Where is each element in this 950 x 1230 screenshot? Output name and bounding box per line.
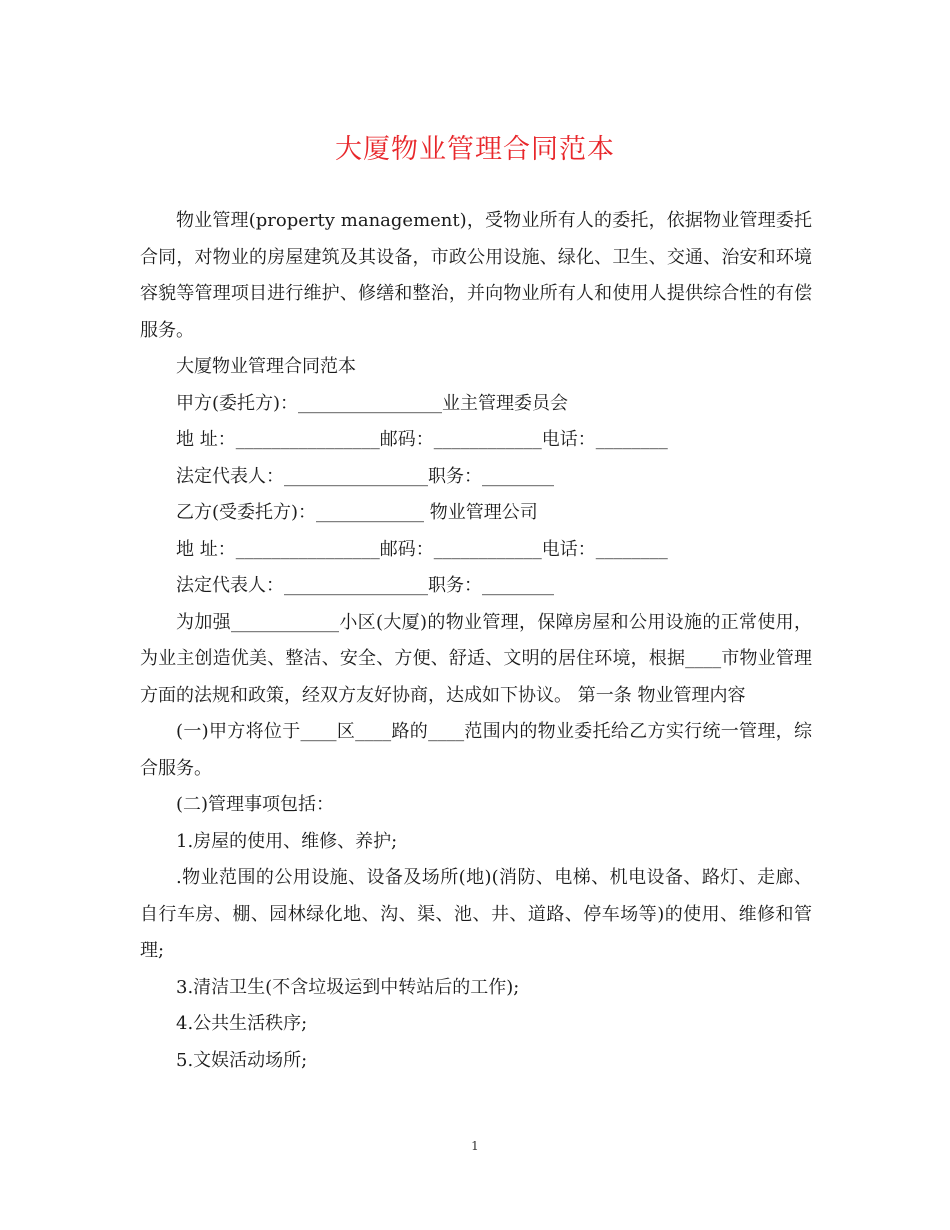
list-item-3: 3.清洁卫生(不含垃圾运到中转站后的工作); (176, 976, 520, 998)
paragraph-clause-2: (二)管理事项包括： (176, 794, 335, 815)
document-body (140, 203, 812, 1079)
paragraph-party-b: 乙方(受委托方)：____________ 物业管理公司 (176, 502, 538, 523)
list-item-1: 1.房屋的使用、维修、养护; (176, 830, 398, 852)
page-number: 1 (471, 1139, 479, 1153)
paragraph-intro: 物业管理(property management)，受物业所有人的委托，依据物业管理委托合同，对物业的房屋建筑及其设备，市政公用设施、绿化、卫生、交通、治安和环境容貌等管理项目进行维护、修缮和整治，并向物业所有人和使用人提供综合性的有偿服务。 (140, 210, 812, 341)
paragraph-party-b-representative: 法定代表人：________________职务：________ (176, 575, 554, 596)
paragraph-party-b-address: 地 址：________________邮码：____________电话：________ (176, 538, 668, 560)
paragraph-clause-1: (一)甲方将位于____区____路的____范围内的物业委托给乙方实行统一管理，综合服务。 (140, 721, 812, 779)
paragraph-purpose: 为加强____________小区(大厦)的物业管理，保障房屋和公用设施的正常使用，为业主创造优美、整洁、安全、方便、舒适、文明的居住环境，根据____市物业管理方面的法规和政策，经双方友好协商，达成如下协议。 第一条 物业管理内容 (140, 611, 812, 706)
list-item-5: 5.文娱活动场所; (176, 1049, 308, 1071)
document-title: 大厦物业管理合同范本 (335, 134, 615, 165)
paragraph-party-a: 甲方(委托方)：________________业主管理委员会 (176, 392, 569, 414)
list-item-4: 4.公共生活秩序; (176, 1013, 308, 1034)
paragraph-contract-heading: 大厦物业管理合同范本 (176, 356, 356, 377)
paragraph-party-a-address: 地 址：________________邮码：____________电话：________ (176, 429, 668, 450)
list-item-2: .物业范围的公用设施、设备及场所(地)(消防、电梯、机电设备、路灯、走廊、自行车房、棚、园林绿化地、沟、渠、池、井、道路、停车场等)的使用、维修和管理; (140, 867, 812, 961)
paragraph-party-a-representative: 法定代表人：________________职务：________ (176, 465, 554, 487)
